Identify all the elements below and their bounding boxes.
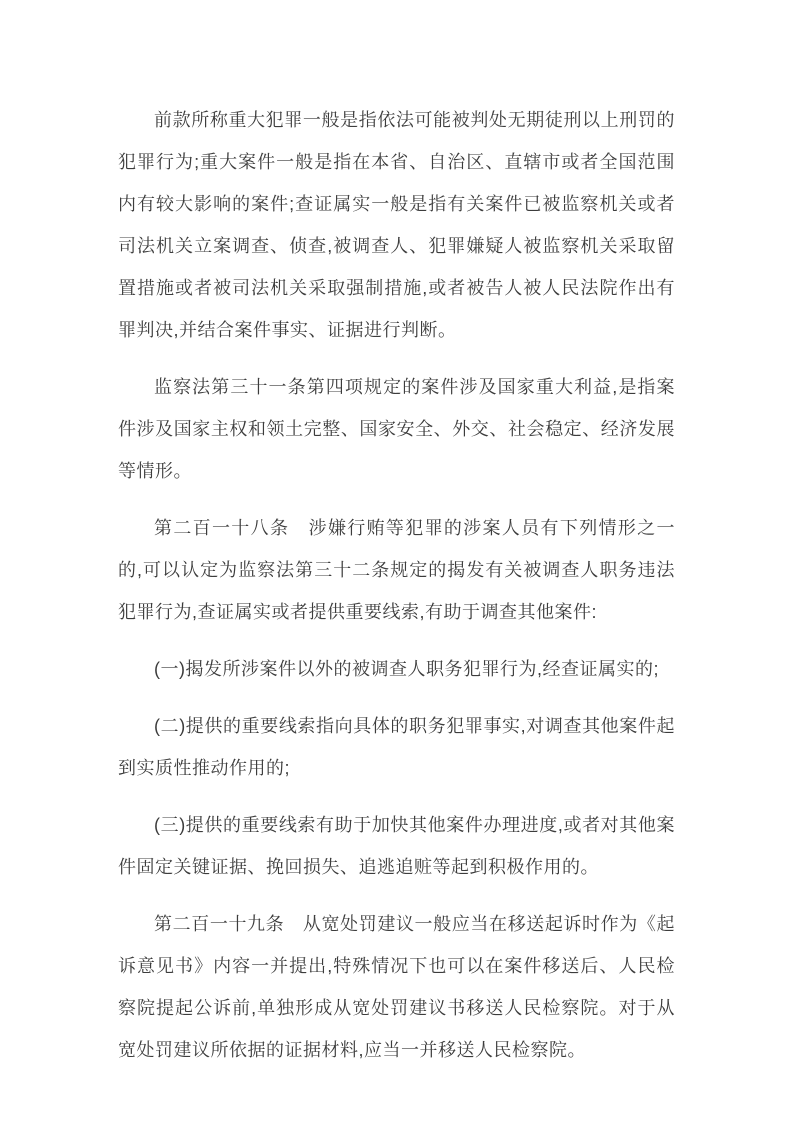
paragraph-national-interest: 监察法第三十一条第四项规定的案件涉及国家重大利益,是指案件涉及国家主权和领土完整、国家安全、外交、社会稳定、经济发展等情形。: [118, 377, 675, 481]
paragraph-article-218: 第二百一十八条 涉嫌行贿等犯罪的涉案人员有下列情形之一的,可以认定为监察法第三十二条规定的揭发有关被调查人职务违法犯罪行为,查证属实或者提供重要线索,有助于调查其他案件:: [118, 518, 675, 622]
paragraph-article-218-item-1: (一)揭发所涉案件以外的被调查人职务犯罪行为,经查证属实的;: [154, 659, 659, 679]
document-body: [118, 99, 675, 1071]
paragraph-article-219: 第二百一十九条 从宽处罚建议一般应当在移送起诉时作为《起诉意见书》内容一并提出,特殊情况下也可以在案件移送后、人民检察院提起公诉前,单独形成从宽处罚建议书移送人民检察院。对于从宽处罚建议所依据的证据材料,应当一并移送人民检察院。: [118, 914, 675, 1060]
paragraph-definition-major-crime: 前款所称重大犯罪一般是指依法可能被判处无期徒刑以上刑罚的犯罪行为;重大案件一般是指在本省、自治区、直辖市或者全国范围内有较大影响的案件;查证属实一般是指有关案件已被监察机关或者司法机关立案调查、侦查,被调查人、犯罪嫌疑人被监察机关采取留置措施或者被司法机关采取强制措施,或者被告人被人民法院作出有罪判决,并结合案件事实、证据进行判断。: [118, 110, 675, 340]
paragraph-article-218-item-3: (三)提供的重要线索有助于加快其他案件办理进度,或者对其他案件固定关键证据、挽回损失、追逃追赃等起到积极作用的。: [118, 815, 675, 877]
paragraph-article-218-item-2: (二)提供的重要线索指向具体的职务犯罪事实,对调查其他案件起到实质性推动作用的;: [118, 716, 675, 778]
